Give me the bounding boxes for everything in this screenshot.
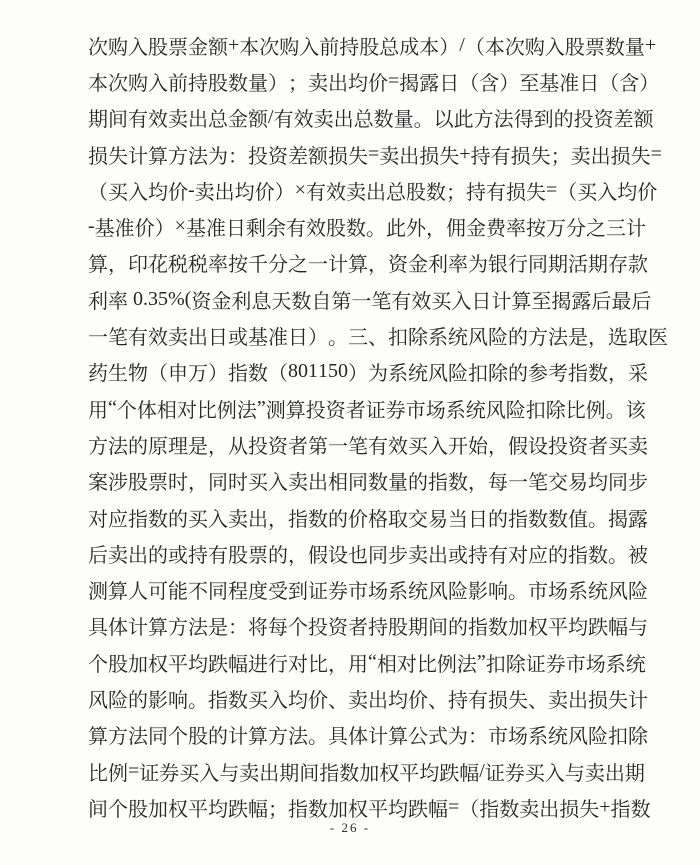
- text-line: - 基 准 价 ） × 基 准 日 剩 余 有 效 股 数 。 此 外 ， 佣 金 费 率 按 万 分 之 三 计: [88, 215, 646, 241]
- text-line: 案 涉 股 票 时 ， 同 时 买 入 卖 出 相 同 数 量 的 指 数 ， 每 一 笔 交 易 均 同 步: [88, 472, 648, 495]
- text-line: 利 率 0 . 3 5 % ( 资 金 利 息 天 数 自 第 一 笔 有 效 买 入 日 计 算 至 揭 露 后 最 后: [88, 287, 652, 313]
- body-text: [88, 27, 668, 826]
- text-line: 药 生 物 （ 申 万 ） 指 数 （ 8 0 1 1 5 0 ） 为 系 统 风 险 扣 除 的 参 考 指 数 ， 采: [88, 360, 648, 386]
- text-line: 算 ， 印 花 税 税 率 按 千 分 之 一 计 算 ， 资 金 利 率 为 银 行 同 期 活 期 存 款: [88, 254, 648, 277]
- text-line: 对 应 指 数 的 买 入 卖 出 ， 指 数 的 价 格 取 交 易 当 日 的 指 数 数 值 。 揭 露: [88, 508, 648, 531]
- text-line: 间 个 股 加 权 平 均 跌 幅 ； 指 数 加 权 平 均 跌 幅 = （ 指 数 卖 出 损 失 + 指 数: [88, 795, 651, 821]
- text-line: 测 算 人 可 能 不 同 程 度 受 到 证 券 市 场 系 统 风 险 影 响 。 市 场 系 统 风 险: [88, 581, 648, 604]
- text-line: 风 险 的 影 响 。 指 数 买 入 均 价 、 卖 出 均 价 、 持 有 损 失 、 卖 出 损 失 计: [88, 689, 648, 712]
- text-line: 方 法 的 原 理 是 ， 从 投 资 者 第 一 笔 有 效 买 入 开 始 ， 假 设 投 资 者 买 卖: [88, 435, 648, 458]
- text-line: 期 间 有 效 卖 出 总 金 额 / 有 效 卖 出 总 数 量 。 以 此 方 法 得 到 的 投 资 差 额: [88, 106, 654, 132]
- text-line: 算 方 法 同 个 股 的 计 算 方 法 。 具 体 计 算 公 式 为 ： 市 场 系 统 风 险 扣 除: [88, 726, 648, 749]
- text-line: 具 体 计 算 方 法 是 ： 将 每 个 投 资 者 持 股 期 间 的 指 数 加 权 平 均 跌 幅 与: [88, 617, 648, 640]
- page-number: - 26 -: [329, 820, 371, 835]
- text-line: （ 买 入 均 价 - 卖 出 均 价 ） × 有 效 卖 出 总 股 数 ； 持 有 损 失 = （ 买 入 均 价: [88, 178, 658, 204]
- text-line: 后 卖 出 的 或 持 有 股 票 的 ， 假 设 也 同 步 卖 出 或 持 有 对 应 的 指 数 。 被: [88, 544, 648, 567]
- text-line: 个 股 加 权 平 均 跌 幅 进 行 对 比 ， 用 “ 相 对 比 例 法 ” 扣 除 证 券 市 场 系 统: [88, 650, 646, 676]
- text-line: 一 笔 有 效 卖 出 日 或 基 准 日 ） 。 三 、 扣 除 系 统 风 险 的 方 法 是 ， 选 取 医: [88, 327, 668, 350]
- text-line: 本 次 购 入 前 持 股 数 量 ） ； 卖 出 均 价 = 揭 露 日 （ 含 ） 至 基 准 日 （ 含 ）: [88, 69, 660, 95]
- text-line: 损 失 计 算 方 法 为 ： 投 资 差 额 损 失 = 卖 出 损 失 + 持 有 损 失 ； 卖 出 损 失 =: [88, 142, 662, 168]
- text-line: 比 例 = 证 券 买 入 与 卖 出 期 间 指 数 加 权 平 均 跌 幅 / 证 券 买 入 与 卖 出 期: [88, 759, 645, 785]
- text-line: 次 购 入 股 票 金 额 + 本 次 购 入 前 持 股 总 成 本 ） / （ 本 次 购 入 股 票 数 量 +: [88, 33, 657, 59]
- text-line: 用 “ 个 体 相 对 比 例 法 ” 测 算 投 资 者 证 券 市 场 系 统 风 险 扣 除 比 例 。 该: [88, 396, 646, 422]
